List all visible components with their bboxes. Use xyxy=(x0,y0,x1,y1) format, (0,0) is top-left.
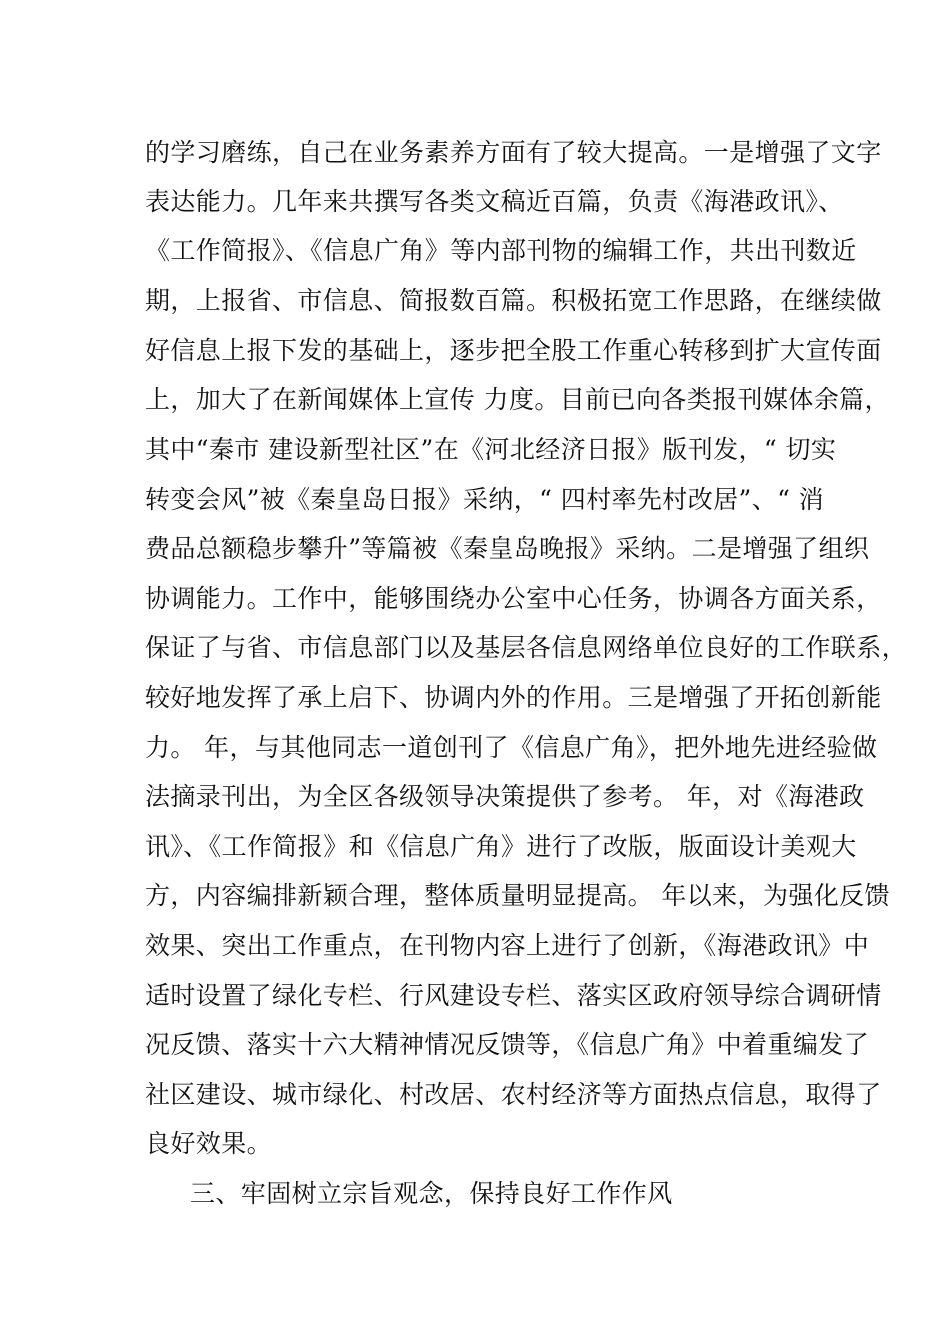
section-heading: 三、牢固树立宗旨观念，保持良好工作作风 xyxy=(190,1179,673,1208)
body-text-line: 社区建设、城市绿化、村改居、农村经济等方面热点信息，取得了 xyxy=(145,1080,882,1109)
body-text-line: 其中“秦市 建设新型社区”在《河北经济日报》版刊发，“ 切实 xyxy=(145,435,837,464)
body-text-line: 表达能力。几年来共撰写各类文稿近百篇，负责《海港政讯》、 xyxy=(145,187,844,216)
body-text-line: 适时设置了绿化专栏、行风建设专栏、落实区政府领导综合调研情 xyxy=(145,981,882,1010)
body-text-line: 期，上报省、市信息、简报数百篇。积极拓宽工作思路，在继续做 xyxy=(145,286,882,315)
body-text-line: 效果、突出工作重点，在刊物内容上进行了创新，《海港政讯》中 xyxy=(145,931,870,960)
body-text-line: 较好地发挥了承上启下、协调内外的作用。三是增强了开拓创新能 xyxy=(145,683,882,712)
body-text-line: 的学习磨练，自己在业务素养方面有了较大提高。一是增强了文字 xyxy=(145,138,882,167)
body-text-line: 上，加大了在新闻媒体上宣传 力度。目前已向各类报刊媒体余篇， xyxy=(145,385,890,414)
body-text-line: 转变会风”被《秦皇岛日报》采纳，“ 四村率先村改居”、“ 消 xyxy=(145,485,825,514)
body-text-line: 好信息上报下发的基础上，逐步把全股工作重心转移到扩大宣传面 xyxy=(145,336,882,365)
body-text-line: 《工作简报》、《信息广角》等内部刊物的编辑工作，共出刊数近 xyxy=(145,236,857,265)
body-text-line: 协调能力。工作中，能够围绕办公室中心任务，协调各方面关系， xyxy=(145,584,882,613)
body-text-line: 力。 年，与其他同志一道创刊了《信息广角》，把外地先进经验做 xyxy=(145,733,878,762)
body-text-line: 法摘录刊出，为全区各级领导决策提供了参考。 年，对《海港政 xyxy=(145,782,865,811)
body-text-line: 良好效果。 xyxy=(145,1129,273,1158)
body-text-line: 况反馈、落实十六大精神情况反馈等，《信息广角》中着重编发了 xyxy=(145,1030,870,1059)
body-text-line: 保证了与省、市信息部门以及基层各信息网络单位良好的工作联系， xyxy=(145,633,908,662)
body-text-line: 讯》、《工作简报》和《信息广角》进行了改版，版面设计美观大 xyxy=(145,832,857,861)
body-text-line: 费品总额稳步攀升”等篇被《秦皇岛晚报》采纳。二是增强了组织 xyxy=(145,534,870,563)
body-text-line: 方，内容编排新颖合理，整体质量明显提高。 年以来，为强化反馈 xyxy=(145,881,890,910)
